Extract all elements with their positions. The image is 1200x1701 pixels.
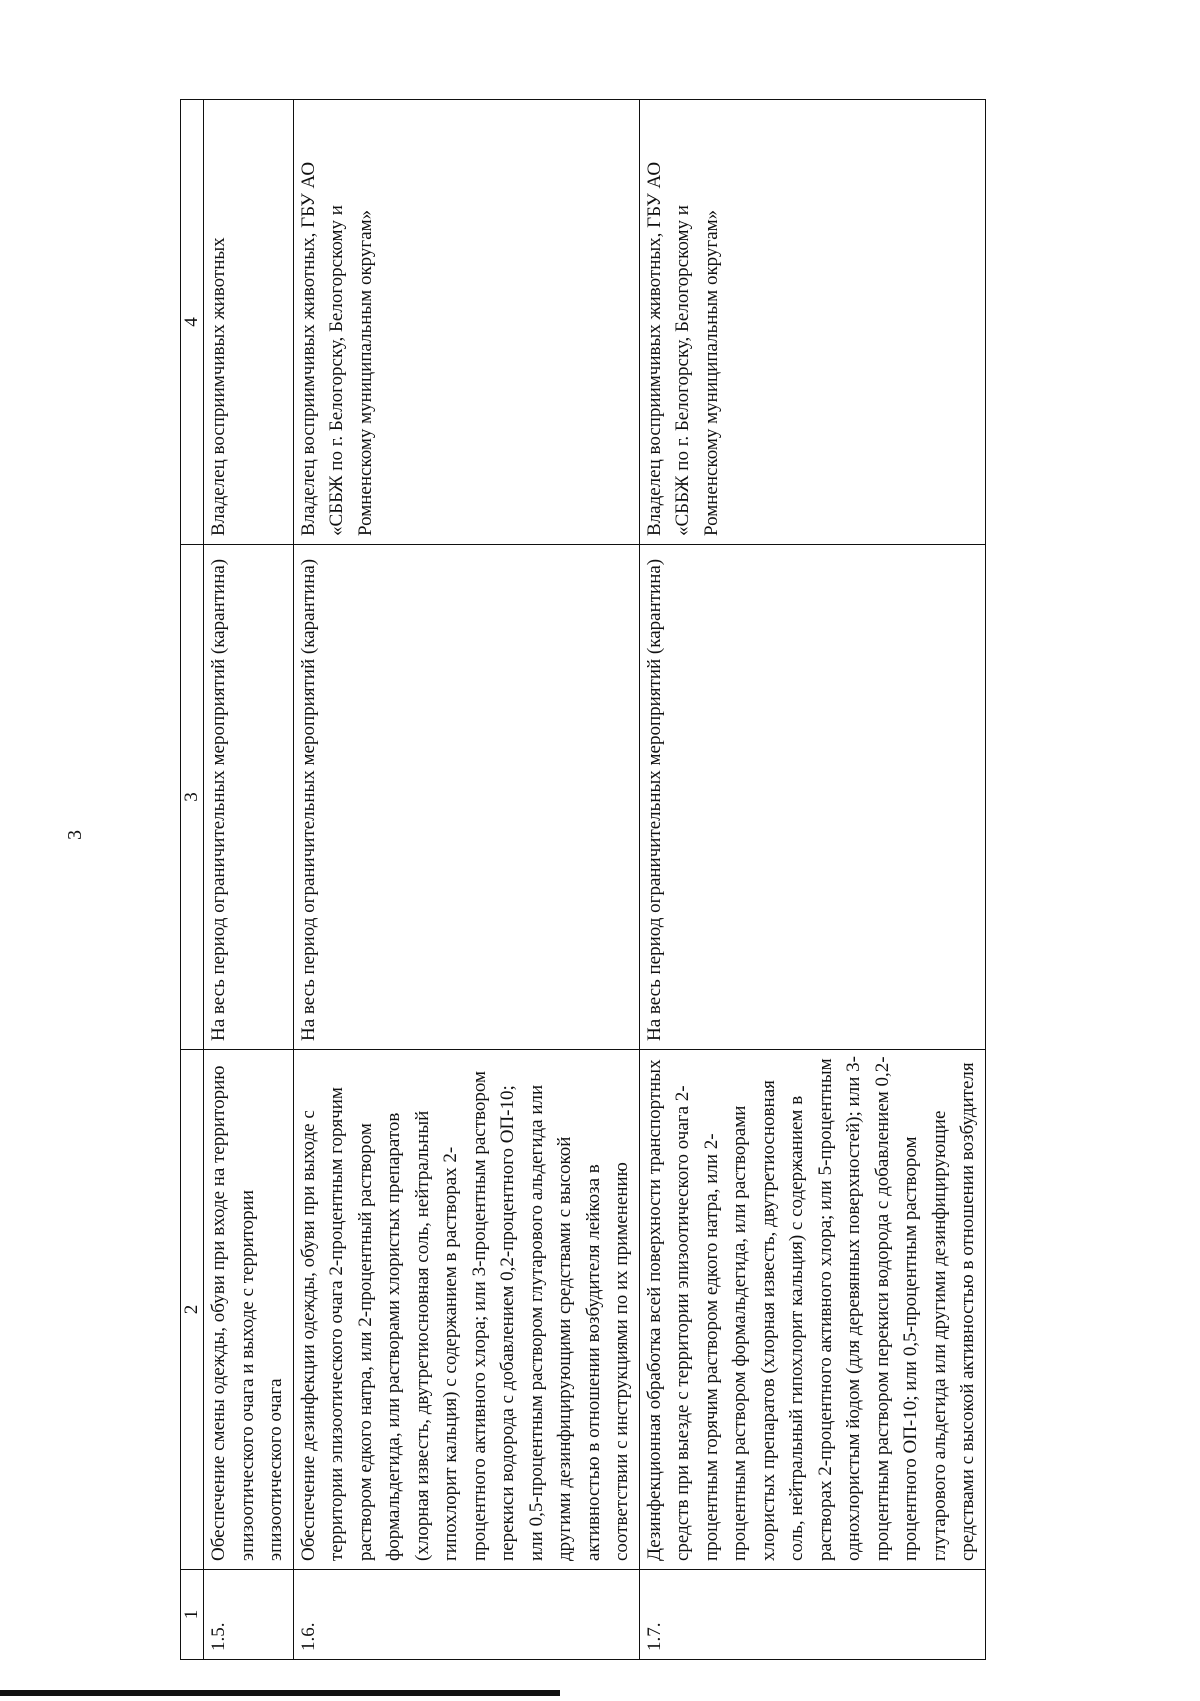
column-header-responsible: 4 [181, 100, 204, 545]
page-number: 3 [64, 830, 86, 840]
row-period: На весь период ограничительных мероприятий (карантина) [639, 545, 985, 1050]
row-period: На весь период ограничительных мероприятий (карантина) [204, 545, 294, 1050]
row-measure: Обеспечение дезинфекции одежды, обуви при выходе с территории эпизоотического очага 2-процентным горячим раствором едкого натра, или 2-процентный раствором формальдегида, или растворами хлористых препаратов (хлорная известь, двутретиосновная соль, нейтральный гипохлорит кальция) с содержанием в растворах 2-процентного активного хлора; или 3-процентным раствором перекиси водорода с добавлением 0,2-процентного ОП-10; или 0,5-процентным раствором глутарового альдегида или другими дезинфицирующими средствами с высокой активностью в отношении возбудителя лейкоза в соответствии с инструкциями по их применению [293, 1050, 639, 1570]
row-number: 1.6. [293, 1570, 639, 1660]
row-responsible: Владелец восприимчивых животных, ГБУ АО «СББЖ по г. Белогорску, Белогорскому и Ромненскому муниципальным округам» [639, 100, 985, 545]
measures-table [180, 99, 986, 1660]
row-responsible: Владелец восприимчивых животных [204, 100, 294, 545]
row-number: 1.5. [204, 1570, 294, 1660]
column-header-measure: 2 [181, 1050, 204, 1570]
row-period: На весь период ограничительных мероприятий (карантина) [293, 545, 639, 1050]
row-measure: Дезинфекционная обработка всей поверхности транспортных средств при выезде с территории эпизоотического очага 2-процентным горячим раствором едкого натра, или 2-процентным раствором формальдегида, или растворами хлористых препаратов (хлорная известь, двутретиосновная соль, нейтральный гипохлорит кальция) с содержанием в растворах 2-процентного активного хлора; или 5-процентным однохлористым йодом (для деревянных поверхностей); или 3-процентным раствором перекиси водорода с добавлением 0,2-процентного ОП-10; или 0,5-процентным раствором глутарового альдегида или другими дезинфицирующие средствами с высокой активностью в отношении возбудителя [639, 1050, 985, 1570]
table-row [639, 100, 985, 1660]
column-header-period: 3 [181, 545, 204, 1050]
table-header-row [181, 100, 204, 1660]
row-responsible: Владелец восприимчивых животных, ГБУ АО «СББЖ по г. Белогорску, Белогорскому и Ромненскому муниципальным округам» [293, 100, 639, 545]
table-row [204, 100, 294, 1660]
row-number: 1.7. [639, 1570, 985, 1660]
scan-edge-line [0, 1690, 560, 1696]
rotated-table-wrapper [180, 100, 1040, 1660]
table-row [293, 100, 639, 1660]
column-header-number: 1 [181, 1570, 204, 1660]
row-measure: Обеспечение смены одежды, обуви при входе на территорию эпизоотического очага и выходе с территории эпизоотического очага [204, 1050, 294, 1570]
